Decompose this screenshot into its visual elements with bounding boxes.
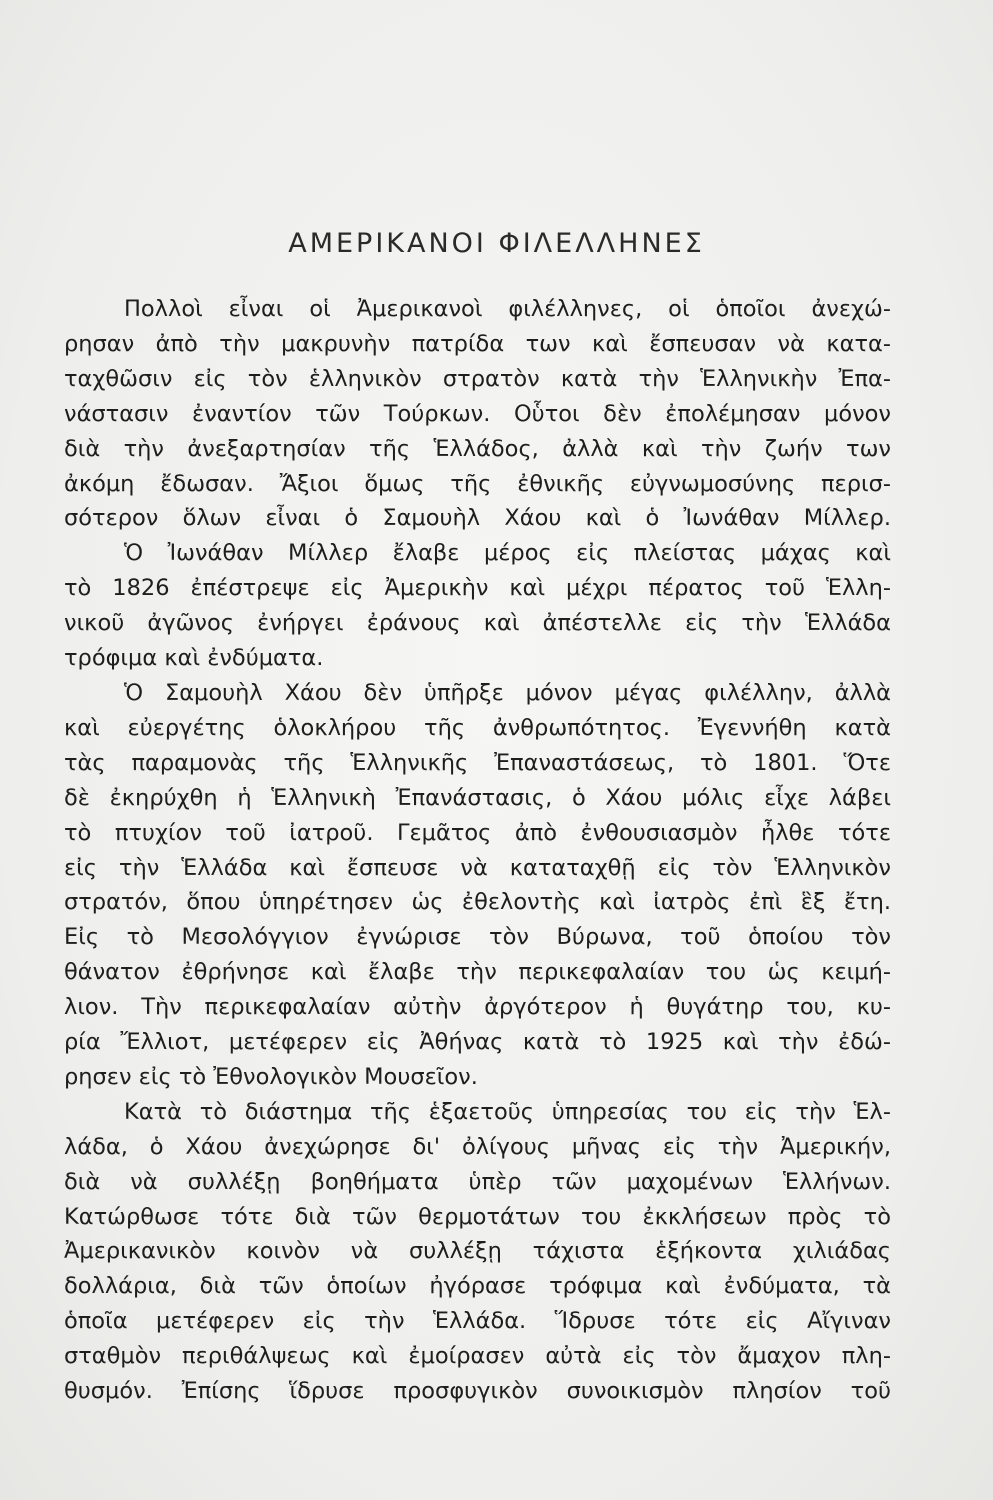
text-line: δολλάρια, διὰ τῶν ὁποίων ἠγόρασε τρόφιμα καὶ ἐνδύματα, τὰ: [64, 1273, 891, 1300]
text-line: τὸ 1826 ἐπέστρεψε εἰς Ἀμερικὴν καὶ μέχρι πέρατος τοῦ Ἑλλη-: [64, 575, 891, 602]
text-line: ὁποῖα μετέφερεν εἰς τὴν Ἑλλάδα. Ἵδρυσε τότε εἰς Αἴγιναν: [64, 1308, 891, 1335]
text-line: νικοῦ ἀγῶνος ἐνήργει ἐράνους καὶ ἀπέστελλε εἰς τὴν Ἑλλάδα: [64, 610, 891, 637]
article-body: [64, 292, 891, 1409]
page-title: ΑΜΕΡΙΚΑΝΟΙ ΦΙΛΕΛΛΗΝΕΣ: [288, 228, 705, 259]
paragraph-4: [64, 1095, 891, 1409]
text-line: λιον. Τὴν περικεφαλαίαν αὐτὴν ἀργότερον ἡ θυγάτηρ του, κυ-: [64, 994, 891, 1021]
text-line: Ὁ Ἰωνάθαν Μίλλερ ἔλαβε μέρος εἰς πλείστας μάχας καὶ: [124, 540, 891, 567]
text-line: ἀκόμη ἔδωσαν. Ἄξιοι ὅμως τῆς ἐθνικῆς εὐγνωμοσύνης περισ-: [64, 470, 891, 497]
text-line: ρησαν ἀπὸ τὴν μακρυνὴν πατρίδα των καὶ ἔσπευσαν νὰ κατα-: [64, 330, 891, 357]
text-line: Κατὰ τὸ διάστημα τῆς ἑξαετοῦς ὑπηρεσίας του εἰς τὴν Ἑλ-: [124, 1098, 891, 1125]
text-line: διὰ νὰ συλλέξῃ βοηθήματα ὑπὲρ τῶν μαχομένων Ἑλλήνων.: [64, 1168, 891, 1195]
text-line: ρία Ἔλλιοτ, μετέφερεν εἰς Ἀθήνας κατὰ τὸ 1925 καὶ τὴν ἐδώ-: [64, 1029, 891, 1056]
text-line: Ἀμερικανικὸν κοινὸν νὰ συλλέξῃ τάχιστα ἑξήκοντα χιλιάδας: [64, 1238, 891, 1265]
text-line: Εἰς τὸ Μεσολόγγιον ἐγνώρισε τὸν Βύρωνα, τοῦ ὁποίου τὸν: [64, 924, 891, 951]
text-line: σταθμὸν περιθάλψεως καὶ ἐμοίρασεν αὐτὰ εἰς τὸν ἄμαχον πλη-: [64, 1343, 891, 1370]
text-line: νάστασιν ἐναντίον τῶν Τούρκων. Οὗτοι δὲν ἐπολέμησαν μόνον: [64, 400, 891, 427]
text-line: τρόφιμα καὶ ἐνδύματα.: [64, 645, 324, 672]
text-line: σότερον ὅλων εἶναι ὁ Σαμουὴλ Χάου καὶ ὁ Ἰωνάθαν Μίλλερ.: [64, 505, 891, 532]
text-line: Ὁ Σαμουὴλ Χάου δὲν ὑπῆρξε μόνον μέγας φιλέλλην, ἀλλὰ: [124, 679, 891, 706]
text-line: τὰς παραμονὰς τῆς Ἑλληνικῆς Ἐπαναστάσεως, τὸ 1801. Ὅτε: [64, 749, 891, 776]
text-line: στρατόν, ὅπου ὑπηρέτησεν ὡς ἐθελοντὴς καὶ ἰατρὸς ἐπὶ ἓξ ἔτη.: [64, 889, 891, 916]
text-line: δὲ ἐκηρύχθη ἡ Ἑλληνικὴ Ἐπανάστασις, ὁ Χάου μόλις εἶχε λάβει: [64, 784, 891, 811]
text-line: Κατώρθωσε τότε διὰ τῶν θερμοτάτων του ἐκκλήσεων πρὸς τὸ: [64, 1203, 891, 1230]
paragraph-1: [64, 292, 891, 536]
text-line: λάδα, ὁ Χάου ἀνεχώρησε δι' ὀλίγους μῆνας εἰς τὴν Ἀμερικήν,: [64, 1133, 891, 1160]
paragraph-2: [64, 536, 891, 676]
text-line: θυσμόν. Ἐπίσης ἵδρυσε προσφυγικὸν συνοικισμὸν πλησίον τοῦ: [64, 1378, 891, 1405]
text-line: ταχθῶσιν εἰς τὸν ἑλληνικὸν στρατὸν κατὰ τὴν Ἑλληνικὴν Ἐπα-: [64, 365, 891, 392]
text-line: θάνατον ἐθρήνησε καὶ ἔλαβε τὴν περικεφαλαίαν του ὡς κειμή-: [64, 959, 891, 986]
text-line: διὰ τὴν ἀνεξαρτησίαν τῆς Ἑλλάδος, ἀλλὰ καὶ τὴν ζωήν των: [64, 435, 891, 462]
text-line: καὶ εὐεργέτης ὁλοκλήρου τῆς ἀνθρωπότητος. Ἐγεννήθη κατὰ: [64, 714, 891, 741]
paragraph-3: [64, 676, 891, 1095]
text-line: τὸ πτυχίον τοῦ ἰατροῦ. Γεμᾶτος ἀπὸ ἐνθουσιασμὸν ἦλθε τότε: [64, 819, 891, 846]
text-line: ρησεν εἰς τὸ Ἐθνολογικὸν Μουσεῖον.: [64, 1063, 478, 1090]
text-line: Πολλοὶ εἶναι οἱ Ἀμερικανοὶ φιλέλληνες, οἱ ὁποῖοι ἀνεχώ-: [124, 296, 891, 322]
text-line: εἰς τὴν Ἑλλάδα καὶ ἔσπευσε νὰ καταταχθῇ εἰς τὸν Ἑλληνικὸν: [64, 854, 891, 881]
